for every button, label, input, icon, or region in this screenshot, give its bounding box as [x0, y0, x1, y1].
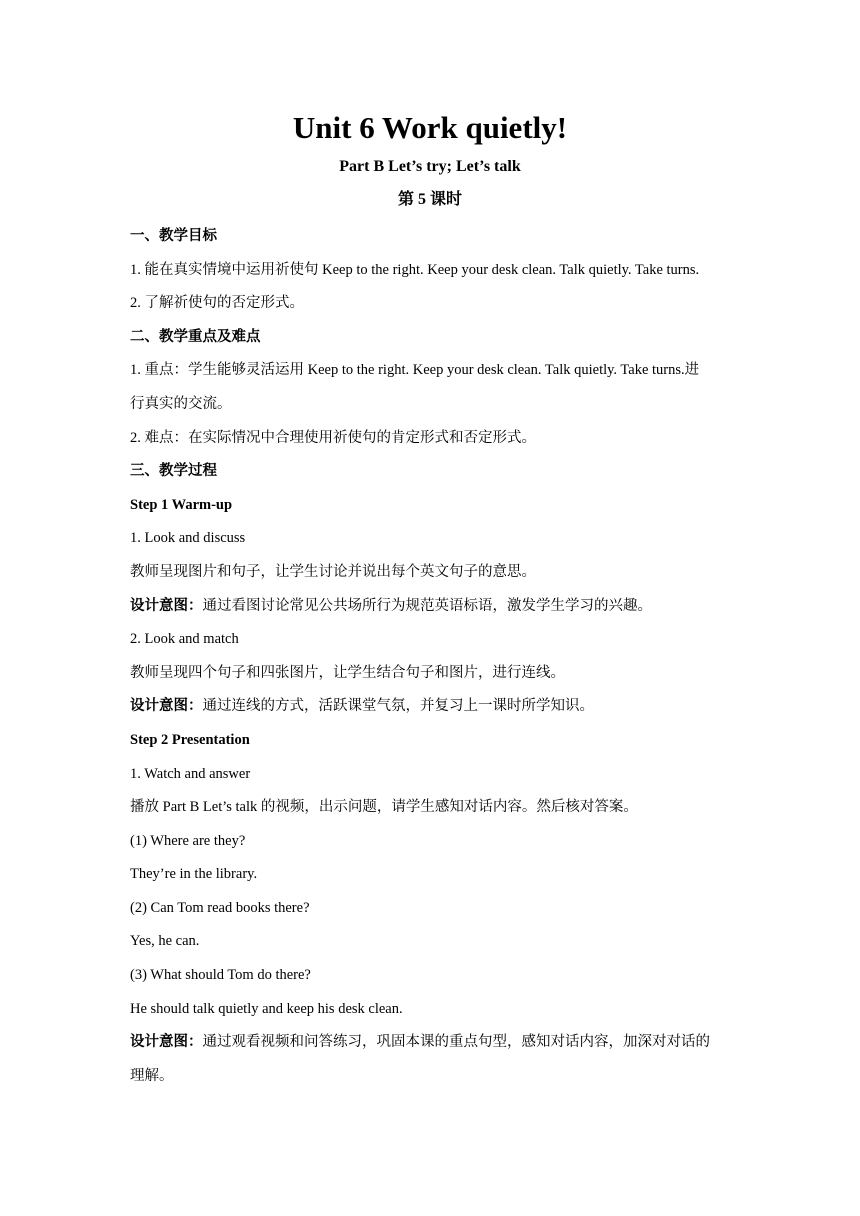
question-1: (1) Where are they?: [130, 832, 246, 849]
step-1-activity-1-title: 1. Look and discuss: [130, 530, 246, 547]
objective-1: 1. 能在真实情境中运用祈使句 Keep to the right. Keep your desk clean. Talk quietly. Take turns.: [130, 261, 700, 278]
question-2: (2) Can Tom read books there?: [130, 899, 310, 916]
step-1-activity-1-intent: [130, 590, 734, 624]
key-points-heading: 二、教学重点及难点: [130, 328, 261, 345]
step-2-activity-1-text: 播放 Part B Let’s talk 的视频，出示问题，请学生感知对话内容。然后核对答案。: [130, 799, 638, 816]
step-2-intent-line-1: [130, 1026, 734, 1060]
lesson-number: 第 5 课时: [397, 191, 462, 208]
step-1-heading: Step 1 Warm-up: [130, 496, 233, 513]
design-intent-text: 通过连线的方式，活跃课堂气氛，并复习上一课时所学知识。: [202, 698, 594, 715]
document-subtitle: Part B Let’s try; Let’s talk: [339, 158, 521, 175]
step-2-activity-1-title: 1. Watch and answer: [130, 765, 251, 782]
step-1-activity-1-text: 教师呈现图片和句子，让学生讨论并说出每个英文句子的意思。: [130, 563, 536, 580]
design-intent-text: 通过观看视频和问答练习，巩固本课的重点句型，感知对话内容，加深对对话的: [202, 1034, 710, 1051]
document-title: Unit 6 Work quietly!: [292, 110, 568, 145]
design-intent-label: 设计意图：: [130, 698, 203, 715]
answer-2: Yes, he can.: [130, 933, 200, 950]
step-2-heading: Step 2 Presentation: [130, 731, 250, 748]
key-point-1-line-2: 行真实的交流。: [130, 395, 232, 412]
answer-3: He should talk quietly and keep his desk clean.: [130, 1000, 403, 1017]
step-1-activity-2-text: 教师呈现四个句子和四张图片，让学生结合句子和图片，进行连线。: [130, 664, 565, 681]
answer-1: They’re in the library.: [130, 866, 258, 883]
design-intent-label: 设计意图：: [130, 1034, 203, 1051]
key-point-1-line-1: 1. 重点：学生能够灵活运用 Keep to the right. Keep your desk clean. Talk quietly. Take turns.进: [130, 362, 700, 379]
key-point-2: 2. 难点：在实际情况中合理使用祈使句的肯定形式和否定形式。: [130, 429, 536, 446]
design-intent-text: 通过看图讨论常见公共场所行为规范英语标语，激发学生学习的兴趣。: [202, 597, 652, 614]
step-2-intent-line-2: 理解。: [130, 1067, 174, 1084]
document-body: [130, 220, 734, 1093]
question-3: (3) What should Tom do there?: [130, 967, 311, 984]
objectives-heading: 一、教学目标: [130, 228, 217, 244]
objective-2: 2. 了解祈使句的否定形式。: [130, 295, 304, 312]
step-1-activity-2-title: 2. Look and match: [130, 631, 239, 648]
step-1-activity-2-intent: [130, 690, 734, 724]
process-heading: 三、教学过程: [130, 463, 217, 480]
design-intent-label: 设计意图：: [130, 597, 203, 614]
